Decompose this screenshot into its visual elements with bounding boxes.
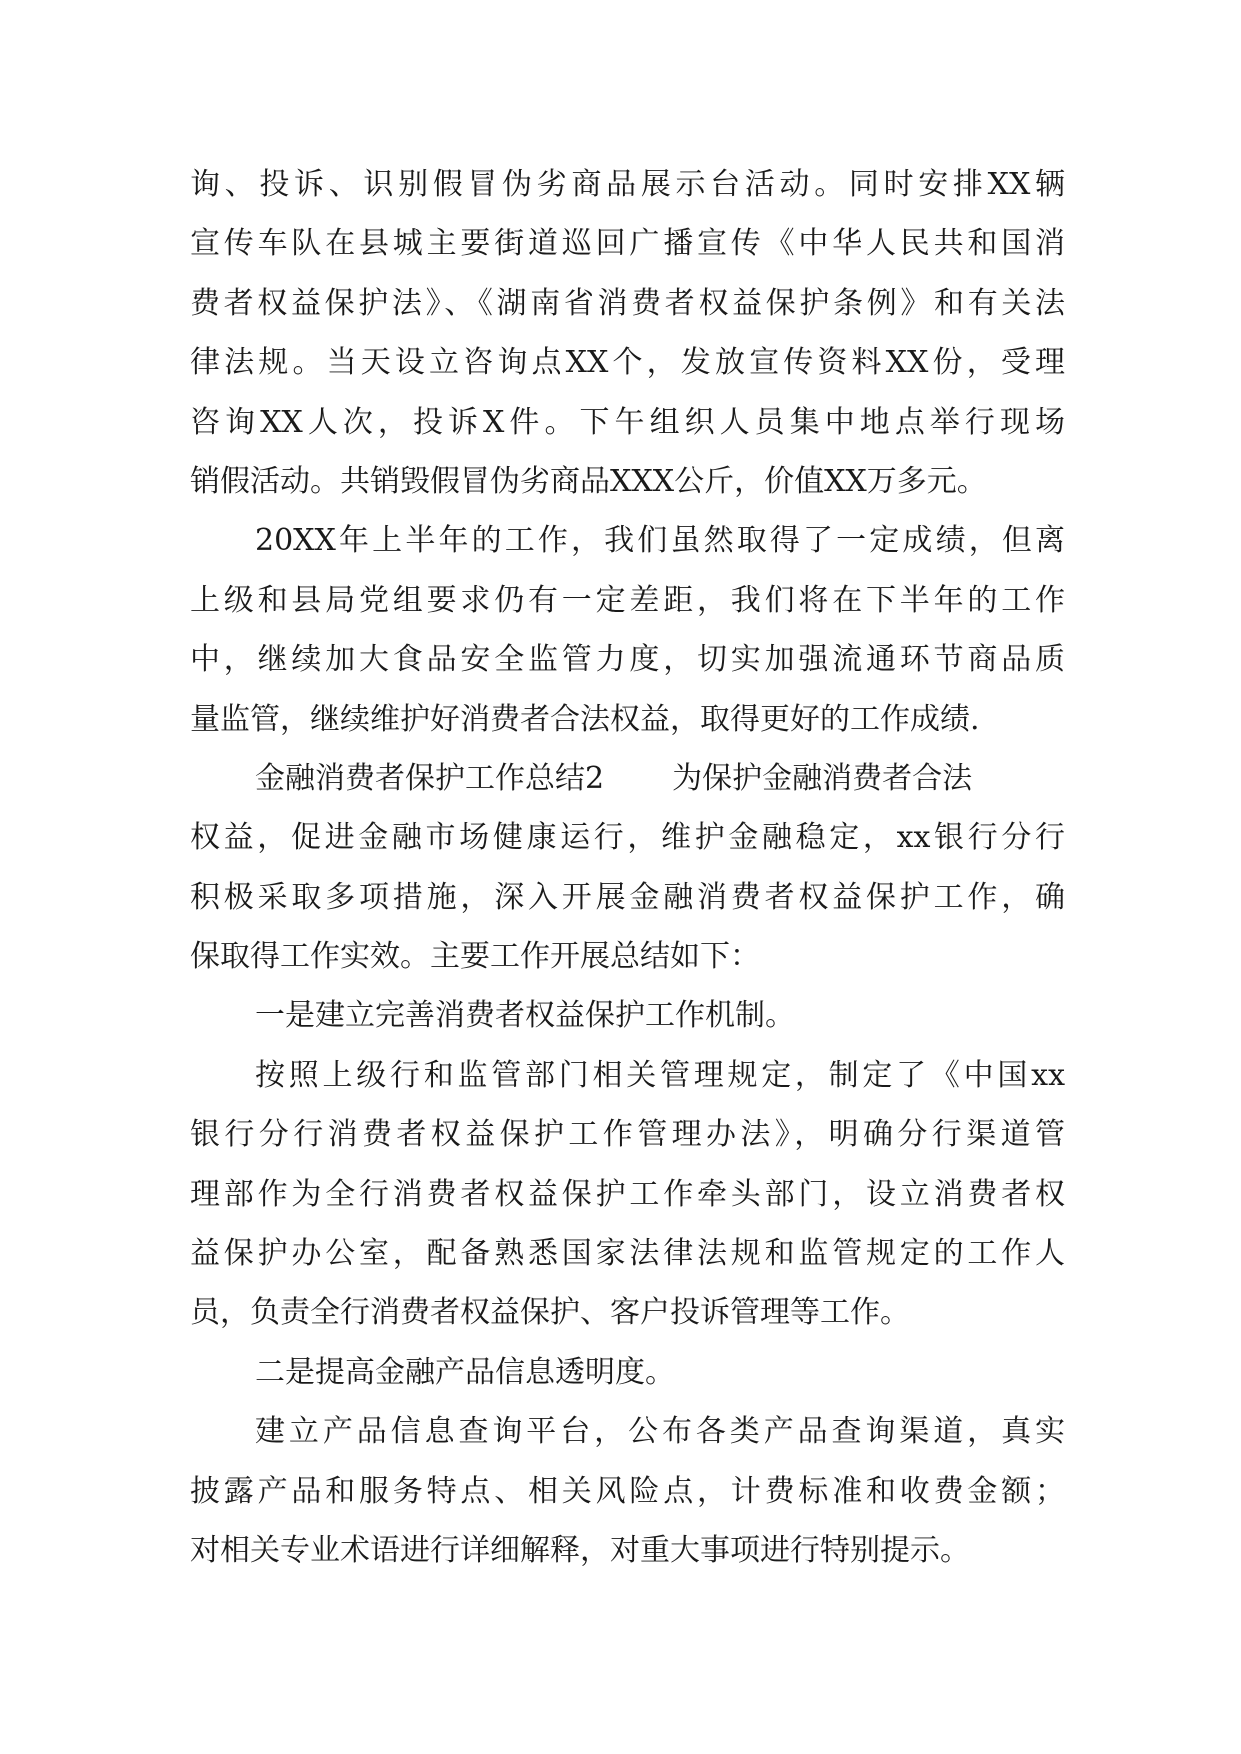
- text-line: 中，继续加大食品安全监管力度，切实加强流通环节商品质: [190, 642, 1065, 678]
- document-body: [190, 155, 1065, 1580]
- text-line: 建立产品信息查询平台，公布各类产品查询渠道，真实: [255, 1414, 1065, 1450]
- text-line: 员，负责全行消费者权益保护、客户投诉管理等工作。: [190, 1295, 910, 1331]
- text-line: 按照上级行和监管部门相关管理规定，制定了《中国xx: [255, 1057, 1065, 1093]
- text-line: 销假活动。共销毁假冒伪劣商品XXX公斤，价值XX万多元。: [190, 463, 987, 499]
- text-line: 积极采取多项措施，深入开展金融消费者权益保护工作，确: [190, 879, 1065, 915]
- text-line: 对相关专业术语进行详细解释，对重大事项进行特别提示。: [190, 1532, 970, 1568]
- text-line: 量监管，继续维护好消费者合法权益，取得更好的工作成绩.: [190, 701, 980, 737]
- text-line: 保取得工作实效。主要工作开展总结如下：: [190, 939, 760, 975]
- text-line: 咨询XX人次，投诉X件。下午组织人员集中地点举行现场: [190, 404, 1065, 440]
- text-line: 权益，促进金融市场健康运行，维护金融稳定，xx银行分行: [190, 820, 1065, 856]
- text-line: 披露产品和服务特点、相关风险点，计费标准和收费金额；: [190, 1473, 1065, 1509]
- subheading-line: 二是提高金融产品信息透明度。: [255, 1354, 675, 1390]
- subheading-line: 一是建立完善消费者权益保护工作机制。: [255, 998, 795, 1034]
- text-line-continuation: 为保护金融消费者合法: [672, 760, 973, 796]
- text-line: 益保护办公室，配备熟悉国家法律法规和监管规定的工作人: [190, 1236, 1065, 1272]
- text-line: 宣传车队在县城主要街道巡回广播宣传《中华人民共和国消: [190, 226, 1065, 262]
- text-line: 律法规。当天设立咨询点XX个，发放宣传资料XX份，受理: [190, 345, 1065, 381]
- text-line: 上级和县局党组要求仍有一定差距，我们将在下半年的工作: [190, 582, 1065, 618]
- text-line: 理部作为全行消费者权益保护工作牵头部门，设立消费者权: [190, 1176, 1065, 1212]
- text-line: 费者权益保护法》、《湖南省消费者权益保护条例》和有关法: [190, 285, 1065, 321]
- section-heading: 金融消费者保护工作总结2: [255, 760, 605, 796]
- section-heading-line: [190, 749, 1065, 808]
- text-line: 20XX年上半年的工作，我们虽然取得了一定成绩，但离: [255, 523, 1065, 559]
- text-line: 询、投诉、识别假冒伪劣商品展示台活动。同时安排XX辆: [190, 167, 1065, 202]
- text-line: 银行分行消费者权益保护工作管理办法》，明确分行渠道管: [190, 1117, 1065, 1153]
